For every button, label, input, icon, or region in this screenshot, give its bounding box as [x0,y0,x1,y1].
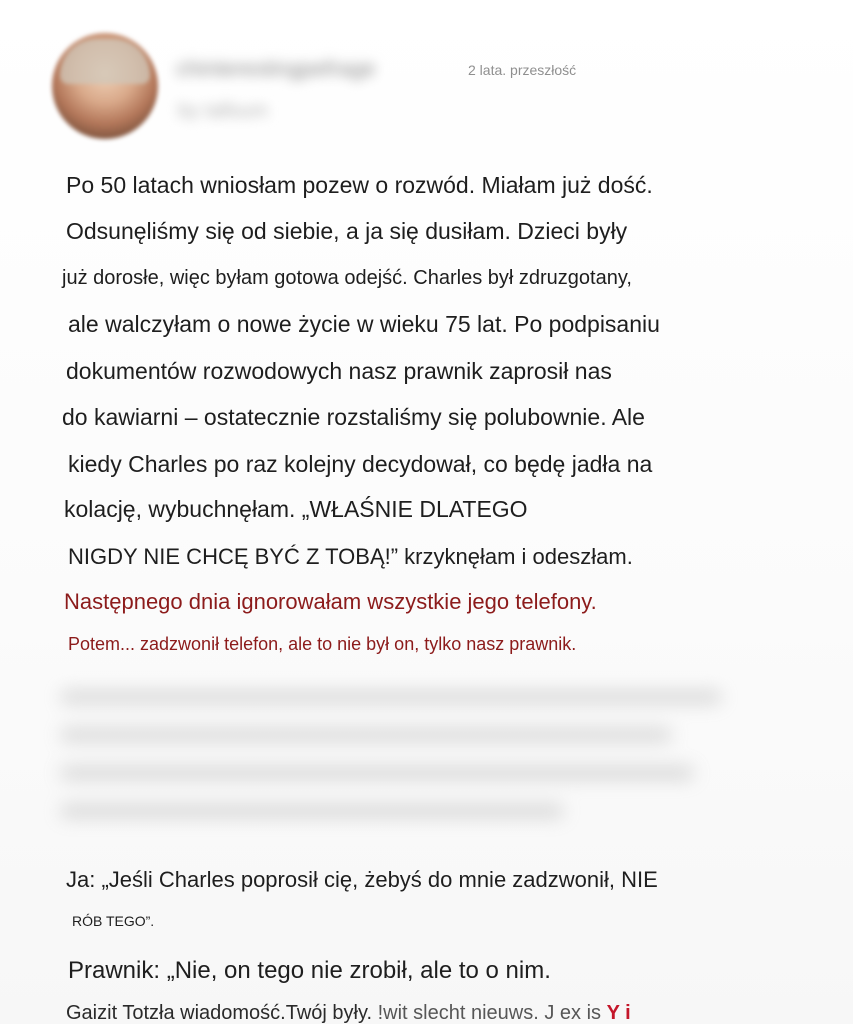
body-line-3: już dorosłe, więc byłam gotowa odejść. Charles był zdruzgotany, [62,267,632,289]
blurred-text-block [60,690,780,840]
body-line-8: kolację, wybuchnęłam. „WŁAŚNIE DLATEGO [64,496,528,522]
user-subline: by tallsum [178,100,269,122]
body-line-2: Odsunęliśmy się od siebie, a ja się dusiłam. Dzieci były [66,218,628,244]
dialogue-line-1: Ja: „Jeśli Charles poprosił cię, żebyś do mnie zadzwonił, NIE [66,867,658,892]
highlight-line-1: Następnego dnia ignorowałam wszystkie jego telefony. [64,589,597,614]
user-avatar[interactable] [52,33,158,139]
highlight-line-2: Potem... zadzwonił telefon, ale to nie był on, tylko nasz prawnik. [68,634,577,654]
last-line-prefix: Gaizit Totzła wiadomość.Twój były. [66,1002,373,1024]
avatar-hair [60,39,150,84]
body-line-4: ale walczyłam o nowe życie w wieku 75 lat. Po podpisaniu [68,311,660,337]
body-line-5: dokumentów rozwodowych nasz prawnik zaprosił nas [66,358,612,384]
post-timestamp: 2 lata. przeszłość [468,62,577,78]
body-line-7: kiedy Charles po raz kolejny decydował, co będę jadła na [68,451,653,477]
last-line-garble: !wit slecht nieuws. J ex is [377,1002,602,1024]
last-line-red: Y i [606,1002,631,1024]
body-line-1: Po 50 latach wniosłam pozew o rozwód. Miałam już dość. [66,172,653,198]
body-line-9: NIGDY NIE CHCĘ BYĆ Z TOBĄ!” krzyknęłam i odeszłam. [68,544,633,569]
body-line-6: do kawiarni – ostatecznie rozstaliśmy się polubownie. Ale [62,404,645,430]
garbled-last-line [66,1002,631,1025]
dialogue-line-2: RÓB TEGO”. [72,913,155,929]
dialogue-line-3: Prawnik: „Nie, on tego nie zrobił, ale to o nim. [68,957,551,984]
username[interactable]: chinterestingpefrage [176,56,376,81]
